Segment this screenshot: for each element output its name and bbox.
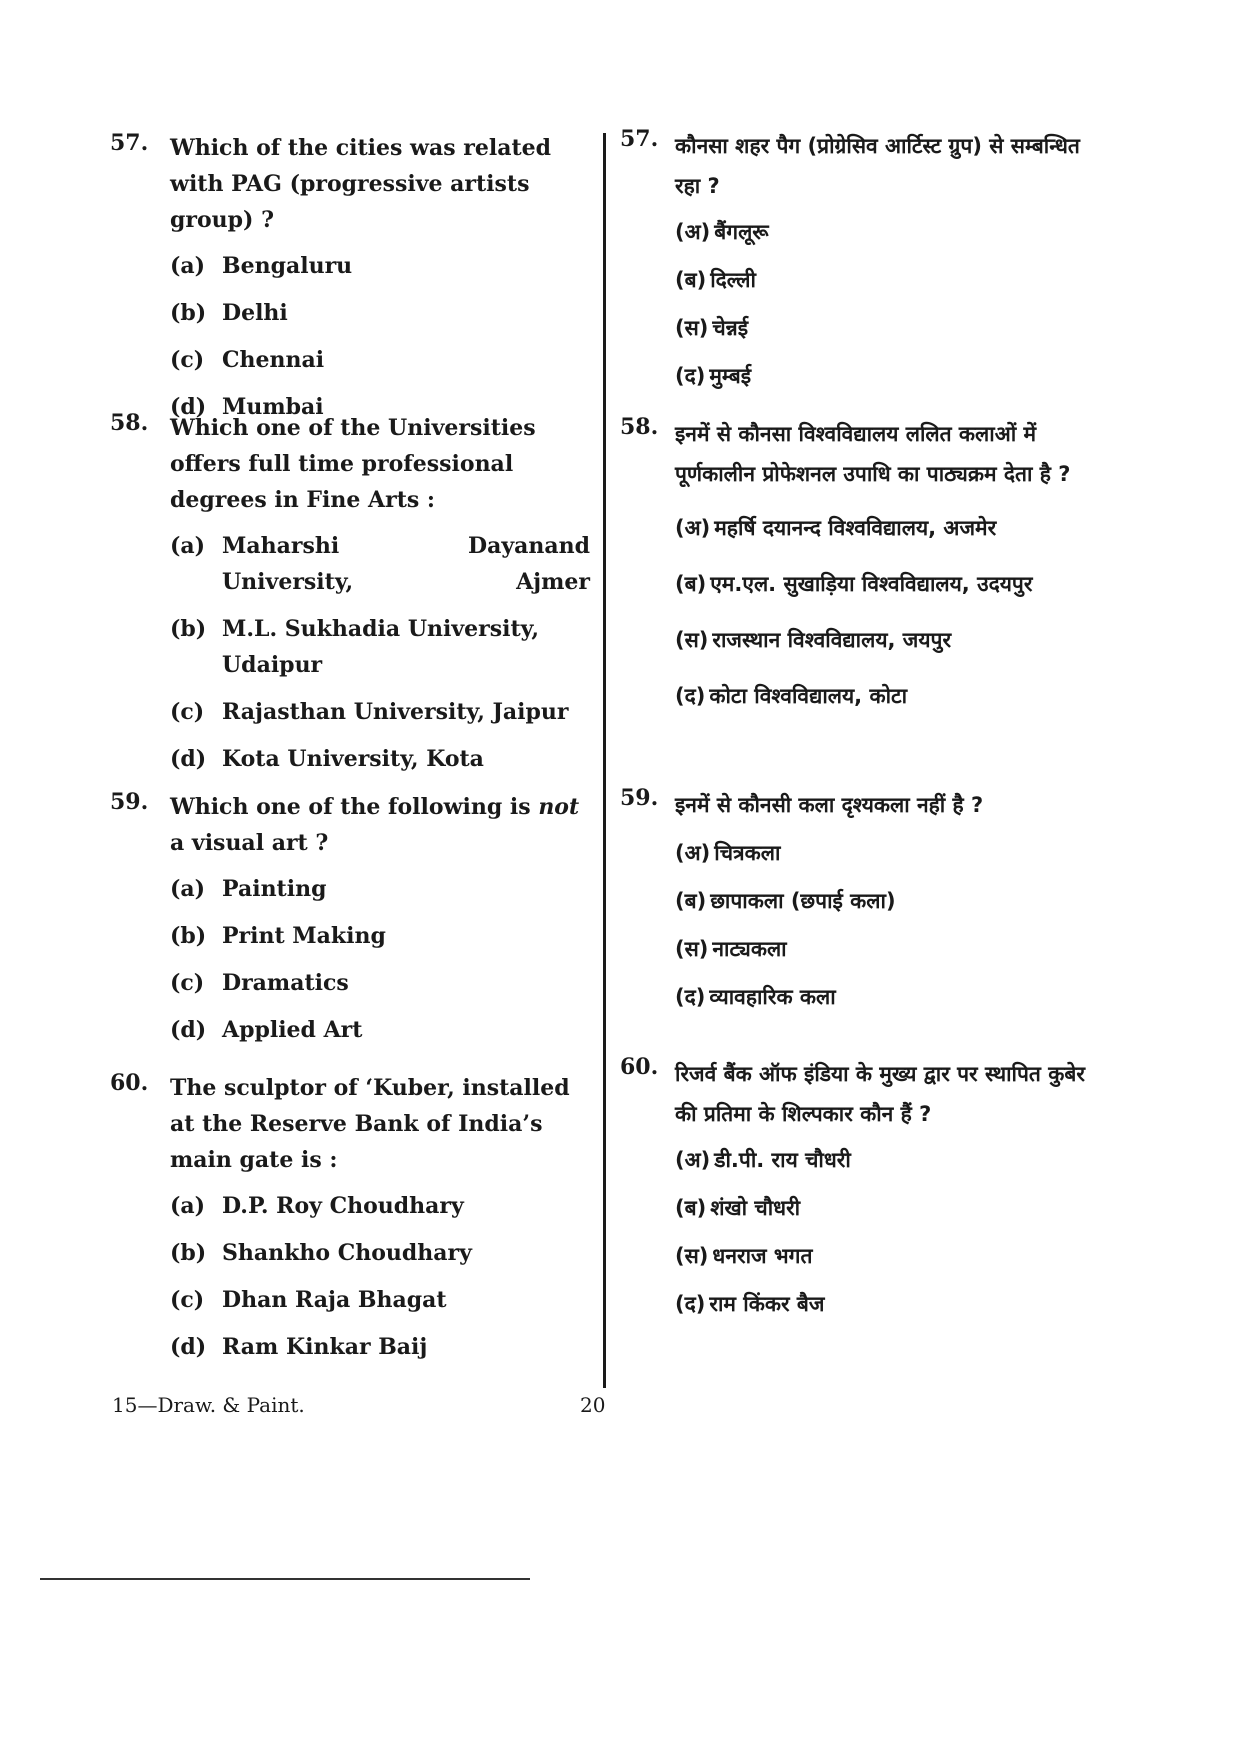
option-b: (b) M.L. Sukhadia University, Udaipur <box>170 616 539 678</box>
option-d: (द) मुम्बई <box>675 364 752 388</box>
question-text: कौनसा शहर पैग (प्रोग्रेसिव आर्टिस्ट ग्रुप) से सम्बन्धित रहा ? <box>675 134 1080 198</box>
question-57-en <box>110 130 590 436</box>
question-60-hi <box>620 1054 1095 1332</box>
question-text: Which one of the Universities offers full time professional degrees in Fine Arts : <box>170 415 536 513</box>
option-a: (अ) डी.पी. राय चौधरी <box>675 1148 851 1172</box>
option-a: (अ) चित्रकला <box>675 841 781 865</box>
option-c: (c) Dramatics <box>170 970 349 996</box>
option-b: (ब) शंखो चौधरी <box>675 1196 801 1220</box>
question-text: रिजर्व बैंक ऑफ इंडिया के मुख्य द्वार पर स्थापित कुबेर की प्रतिमा के शिल्पकार कौन हैं ? <box>675 1062 1085 1126</box>
bottom-rule <box>40 1578 530 1580</box>
options-list <box>620 508 1095 724</box>
question-number: 59. <box>110 789 149 815</box>
question-59-en <box>110 789 590 1059</box>
question-number: 57. <box>620 126 659 152</box>
question-number: 59. <box>620 785 659 811</box>
option-d: (d) Ram Kinkar Baij <box>170 1334 428 1360</box>
options-list <box>620 212 1095 404</box>
question-text: Which one of the following is not a visual art ? <box>170 794 580 856</box>
option-b: (ब) एम.एल. सुखाड़िया विश्वविद्यालय, उदयपुर <box>675 572 1033 596</box>
option-b: (b) Delhi <box>170 300 288 326</box>
option-b: (ब) दिल्ली <box>675 268 756 292</box>
question-58-hi <box>620 414 1095 724</box>
option-a: (a) Bengaluru <box>170 253 353 279</box>
options-list <box>110 1188 590 1376</box>
option-d: (d) Kota University, Kota <box>170 746 484 772</box>
option-b: (ब) छापाकला (छपाई कला) <box>675 889 896 913</box>
option-b: (b) Shankho Choudhary <box>170 1240 472 1266</box>
question-text: इनमें से कौनसी कला दृश्यकला नहीं है ? <box>675 793 984 817</box>
option-a: (अ) महर्षि दयानन्द विश्वविद्यालय, अजमेर <box>675 516 997 540</box>
option-a: (अ) बैंगलूरू <box>675 220 769 244</box>
question-text: The sculptor of ‘Kuber, installed at the Reserve Bank of India’s main gate is : <box>170 1075 570 1173</box>
option-a: (a) Painting <box>170 876 327 902</box>
option-c: (स) चेन्नई <box>675 316 749 340</box>
paper-code: 15—Draw. & Paint. <box>112 1393 305 1417</box>
page-number: 20 <box>580 1393 606 1417</box>
option-a: (a) D.P. Roy Choudhary <box>170 1193 464 1219</box>
options-list <box>620 1140 1095 1332</box>
options-list <box>110 871 590 1059</box>
option-c: (c) Rajasthan University, Jaipur <box>170 699 569 725</box>
option-c: (स) राजस्थान विश्वविद्यालय, जयपुर <box>675 628 952 652</box>
options-list <box>110 248 590 436</box>
option-a: (a) Maharshi Dayanand University, Ajmer <box>170 533 590 595</box>
option-d: (द) कोटा विश्वविद्यालय, कोटा <box>675 684 908 708</box>
question-number: 60. <box>110 1070 149 1096</box>
option-d: (d) Applied Art <box>170 1017 363 1043</box>
option-d: (d) Mumbai <box>170 394 324 420</box>
option-d: (द) व्यावहारिक कला <box>675 985 836 1009</box>
options-list <box>620 833 1095 1025</box>
option-c: (स) धनराज भगत <box>675 1244 813 1268</box>
question-57-hi <box>620 126 1095 404</box>
question-text: Which of the cities was related with PAG (progressive artists group) ? <box>170 135 552 233</box>
question-text: इनमें से कौनसा विश्वविद्यालय ललित कलाओं में पूर्णकालीन प्रोफेशनल उपाधि का पाठ्यक्रम देता है ? <box>675 422 1071 486</box>
option-b: (b) Print Making <box>170 923 386 949</box>
option-d: (द) राम किंकर बैज <box>675 1292 825 1316</box>
question-58-en <box>110 410 590 788</box>
question-number: 57. <box>110 130 149 156</box>
column-divider <box>603 133 606 1388</box>
option-c: (स) नाट्यकला <box>675 937 787 961</box>
question-59-hi <box>620 785 1095 1025</box>
options-list <box>110 528 590 788</box>
option-c: (c) Dhan Raja Bhagat <box>170 1287 447 1313</box>
question-number: 58. <box>110 410 149 436</box>
option-c: (c) Chennai <box>170 347 325 373</box>
question-number: 58. <box>620 414 659 440</box>
question-60-en <box>110 1070 590 1376</box>
question-number: 60. <box>620 1054 659 1080</box>
